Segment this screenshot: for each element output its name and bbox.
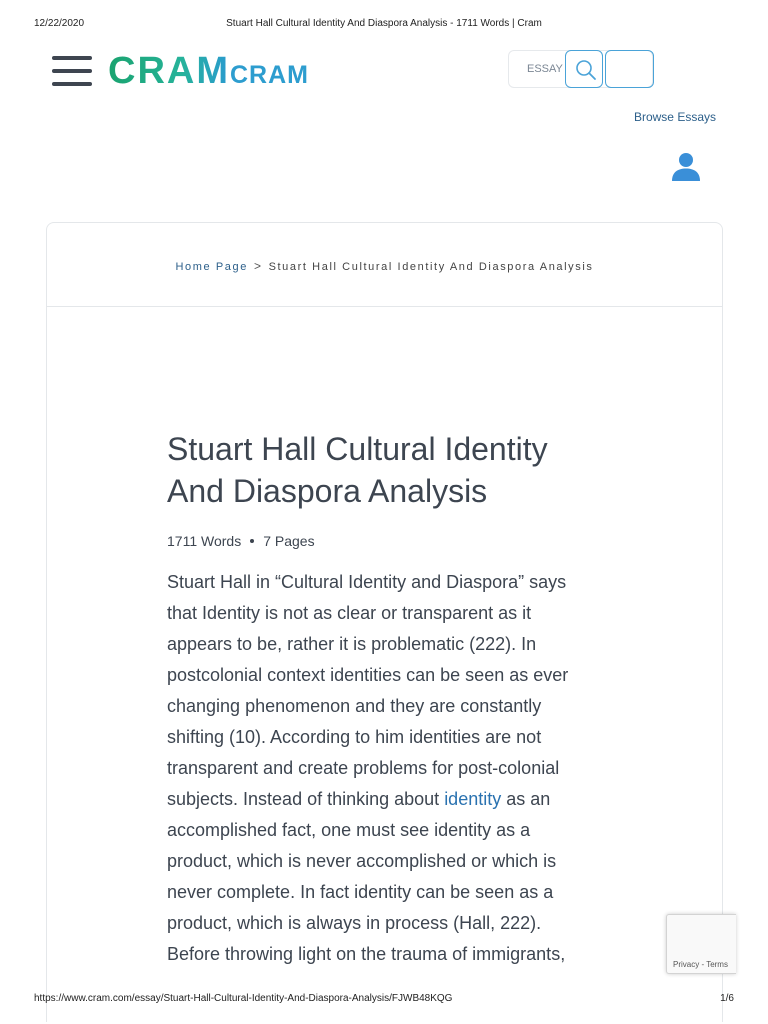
- breadcrumb-home-link[interactable]: Home Page: [175, 261, 248, 273]
- logo-wordmark-small: CRAM: [229, 61, 309, 89]
- breadcrumb-separator: >: [253, 259, 263, 273]
- print-footer: [0, 993, 768, 1007]
- essay-text-part-2: as an accomplished fact, one must see identity as a product, which is never accomplished or which is never complete. In fact identity can be seen as a product, which is always in process (Hall, 222). Before throwing light on the trauma of immigrants,: [167, 789, 566, 964]
- page-count: 7 Pages: [263, 533, 315, 549]
- essay-body: [167, 567, 599, 970]
- logo-wordmark-large: CRAM: [108, 50, 230, 92]
- search-bar: [508, 50, 653, 88]
- menu-bar: [52, 69, 92, 73]
- print-url: https://www.cram.com/essay/Stuart-Hall-Cultural-Identity-And-Diaspora-Analysis/FJWB48KQG: [34, 993, 453, 1004]
- user-icon[interactable]: [670, 150, 702, 182]
- essay-title: Stuart Hall Cultural Identity And Diaspora Analysis: [167, 431, 548, 509]
- print-header: [0, 18, 768, 32]
- recaptcha-badge[interactable]: [666, 914, 736, 974]
- search-icon: [575, 59, 597, 81]
- identity-link[interactable]: identity: [444, 789, 502, 809]
- print-date: 12/22/2020: [34, 18, 85, 29]
- essay-text-part-1: Stuart Hall in “Cultural Identity and Diaspora” says that Identity is not as clear or transparent as it appears to be, rather it is problematic (222). In postcolonial context identities can be seen as ever changing phenomenon and they are constantly shifting (10). According to him identities are not transparent and create problems for post-colonial subjects. Instead of thinking about: [167, 572, 569, 809]
- cram-logo[interactable]: [108, 48, 309, 94]
- meta-separator-dot: [250, 539, 254, 543]
- user-avatar-glyph: [670, 150, 702, 182]
- hamburger-menu-icon[interactable]: [52, 54, 92, 88]
- search-button[interactable]: [565, 50, 603, 88]
- essay-meta: [167, 533, 315, 549]
- word-count: 1711 Words: [167, 533, 242, 549]
- print-page-number: 1/6: [720, 993, 734, 1004]
- breadcrumb-current: Stuart Hall Cultural Identity And Diaspora Analysis: [268, 261, 594, 273]
- menu-bar: [52, 56, 92, 60]
- browse-essays-link[interactable]: Browse Essays: [633, 110, 716, 124]
- breadcrumb: [47, 223, 722, 307]
- menu-bar: [52, 82, 92, 86]
- recaptcha-privacy-terms[interactable]: Privacy - Terms: [673, 960, 728, 969]
- search-extra-button[interactable]: [605, 50, 654, 88]
- print-page-title: Stuart Hall Cultural Identity And Diaspora Analysis - 1711 Words | Cram: [226, 18, 542, 29]
